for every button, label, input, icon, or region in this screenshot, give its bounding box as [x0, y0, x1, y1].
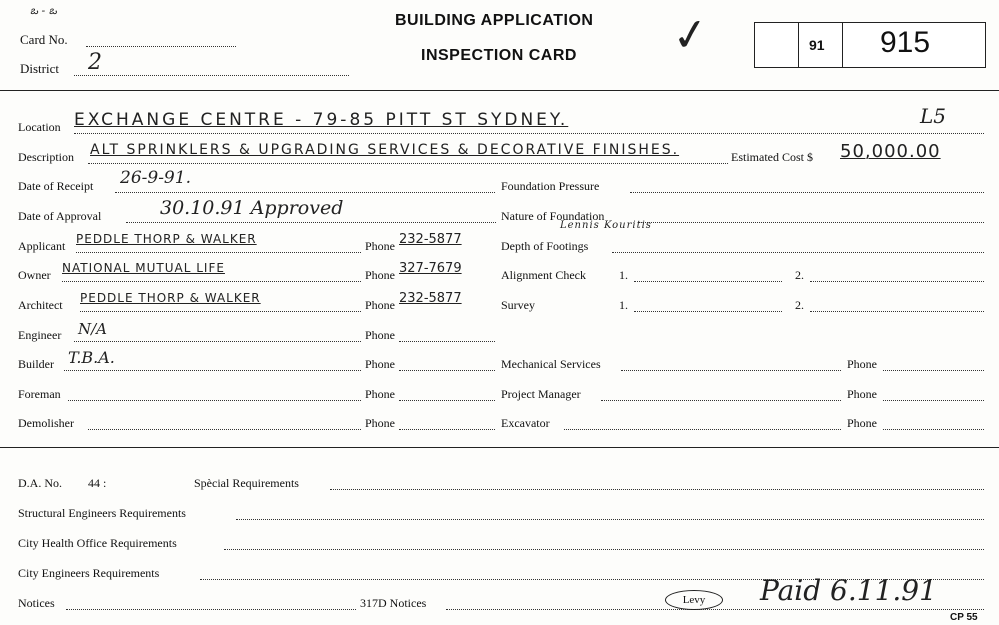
card-no-label: Card No.	[20, 32, 68, 47]
foreman-label: Foreman	[18, 387, 61, 401]
mechanical-services-label: Mechanical Services	[501, 357, 601, 371]
engineer-value: N/A	[78, 320, 108, 338]
builder-phone-label: Phone	[365, 357, 395, 371]
project-manager-phone-label: Phone	[847, 387, 877, 401]
builder-label: Builder	[18, 357, 54, 371]
structural-requirements-field	[236, 519, 984, 520]
date-of-approval-field	[126, 222, 496, 223]
demolisher-label: Demolisher	[18, 416, 74, 430]
architect-value: PEDDLE THORP & WALKER	[80, 291, 261, 305]
excavator-phone-field	[883, 429, 984, 430]
owner-field	[62, 281, 361, 282]
foreman-phone-label: Phone	[365, 387, 395, 401]
da-no-value: 44 :	[88, 476, 107, 490]
mechanical-services-field	[621, 370, 841, 371]
description-value: ALT SPRINKLERS & UPGRADING SERVICES & DECORATIVE FINISHES.	[90, 142, 680, 158]
alignment-check-2-label: 2.	[795, 268, 804, 282]
engineer-phone-field	[399, 341, 495, 342]
engineer-field	[74, 341, 361, 342]
foundation-pressure-field	[630, 192, 984, 193]
estimated-cost-label: Estimated Cost $	[731, 150, 813, 164]
survey-2-label: 2.	[795, 298, 804, 312]
date-of-receipt-value: 26-9-91.	[120, 168, 191, 188]
health-requirements-field	[224, 549, 984, 550]
applicant-phone-label: Phone	[365, 239, 395, 253]
demolisher-field	[88, 429, 361, 430]
date-of-approval-value: 30.10.91 Approved	[160, 197, 344, 219]
card-number-box	[754, 22, 986, 68]
nature-of-foundation-field	[638, 222, 984, 223]
owner-label: Owner	[18, 268, 51, 282]
form-code: CP 55	[950, 612, 978, 623]
mechanical-services-phone-label: Phone	[847, 357, 877, 371]
notices-field	[66, 609, 356, 610]
date-of-approval-label: Date of Approval	[18, 209, 102, 223]
city-engineers-requirements-label: City Engineers Requirements	[18, 566, 160, 580]
applicant-phone: 232-5877	[399, 232, 462, 247]
notices-label: Notices	[18, 596, 55, 610]
architect-label: Architect	[18, 298, 63, 312]
location-value: EXCHANGE CENTRE - 79-85 PITT ST SYDNEY.	[74, 110, 569, 130]
excavator-phone-label: Phone	[847, 416, 877, 430]
applicant-value: PEDDLE THORP & WALKER	[76, 232, 257, 246]
excavator-field	[564, 429, 841, 430]
da-no-label: D.A. No.	[18, 476, 62, 490]
location-note: L5	[920, 104, 947, 128]
health-requirements-label: City Health Office Requirements	[18, 536, 177, 550]
project-manager-field	[601, 400, 841, 401]
architect-phone: 232-5877	[399, 291, 462, 306]
description-field	[88, 163, 728, 164]
alignment-check-1-label: 1.	[619, 268, 628, 282]
special-requirements-field	[330, 489, 984, 490]
survey-2-field	[810, 311, 984, 312]
foreman-phone-field	[399, 400, 495, 401]
demolisher-phone-label: Phone	[365, 416, 395, 430]
alignment-check-label: Alignment Check	[501, 268, 586, 282]
structural-requirements-label: Structural Engineers Requirements	[18, 506, 186, 520]
builder-value: T.B.A.	[68, 348, 115, 367]
form-title-line1: BUILDING APPLICATION	[395, 12, 594, 29]
survey-label: Survey	[501, 298, 535, 312]
architect-phone-label: Phone	[365, 298, 395, 312]
estimated-cost-value: 50,000.00	[840, 141, 941, 162]
requirements-divider	[0, 447, 999, 448]
project-manager-phone-field	[883, 400, 984, 401]
engineer-label: Engineer	[18, 328, 62, 342]
alignment-check-1-field	[634, 281, 782, 282]
date-of-receipt-field	[115, 192, 495, 193]
owner-phone: 327-7679	[399, 261, 462, 276]
depth-of-footings-field	[612, 252, 984, 253]
card-number: 915	[880, 26, 931, 59]
special-requirements-label: Spècial Requirements	[194, 476, 299, 490]
notices-317d-label: 317D Notices	[360, 596, 427, 610]
nature-of-foundation-label: Nature of Foundation	[501, 209, 605, 223]
location-field	[74, 133, 984, 134]
excavator-label: Excavator	[501, 416, 550, 430]
box-code: 91	[809, 37, 825, 53]
owner-phone-label: Phone	[365, 268, 395, 282]
notices-317d-field	[446, 609, 984, 610]
project-manager-label: Project Manager	[501, 387, 581, 401]
architect-field	[80, 311, 361, 312]
survey-1-label: 1.	[619, 298, 628, 312]
foreman-field	[68, 400, 361, 401]
district-value: 2	[88, 50, 102, 75]
header-divider	[0, 90, 999, 91]
levy-stamp: Levy	[665, 590, 723, 610]
survey-1-field	[634, 311, 782, 312]
form-title-line2: INSPECTION CARD	[421, 47, 577, 64]
alignment-check-2-field	[810, 281, 984, 282]
owner-value: NATIONAL MUTUAL LIFE	[62, 261, 225, 275]
depth-of-footings-value: Lennis Kouritis	[560, 220, 652, 231]
engineer-phone-label: Phone	[365, 328, 395, 342]
header-scribble: ఒ ‑ ఒ	[30, 4, 57, 17]
checkmark-icon: ✓	[668, 8, 713, 63]
district-label: District	[20, 61, 59, 76]
foundation-pressure-label: Foundation Pressure	[501, 179, 600, 193]
box-divider-1	[798, 22, 799, 67]
paid-annotation: Paid 6.11.91	[760, 574, 937, 607]
district-field	[74, 75, 349, 76]
mechanical-services-phone-field	[883, 370, 984, 371]
demolisher-phone-field	[399, 429, 495, 430]
applicant-field	[76, 252, 361, 253]
builder-phone-field	[399, 370, 495, 371]
applicant-label: Applicant	[18, 239, 66, 253]
box-divider-2	[842, 22, 843, 67]
builder-field	[64, 370, 361, 371]
date-of-receipt-label: Date of Receipt	[18, 179, 94, 193]
description-label: Description	[18, 150, 74, 164]
card-no-field	[86, 46, 236, 47]
depth-of-footings-label: Depth of Footings	[501, 239, 589, 253]
location-label: Location	[18, 120, 61, 134]
